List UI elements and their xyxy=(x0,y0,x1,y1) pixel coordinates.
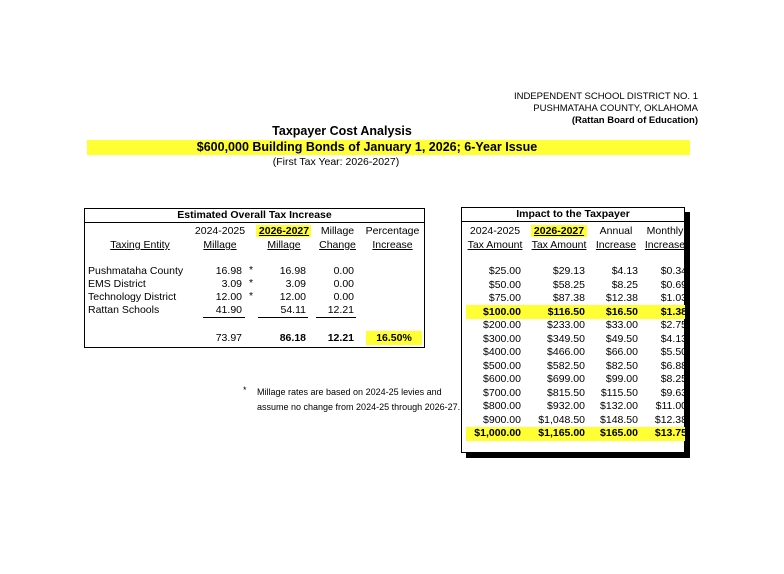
annual-increase: $4.13 xyxy=(611,265,638,277)
tax-2627: $58.25 xyxy=(552,278,585,291)
tax-2425: $600.00 xyxy=(483,373,521,385)
tax-2425: $700.00 xyxy=(483,386,521,399)
tax-2627: $349.50 xyxy=(547,332,585,345)
millage-2627: 3.09 xyxy=(285,278,306,290)
col-change-bottom: Change xyxy=(319,239,356,251)
footnote-mark: * xyxy=(249,264,254,276)
annual-increase: $148.50 xyxy=(600,413,638,426)
county-name: PUSHMATAHA COUNTY, OKLAHOMA xyxy=(533,103,698,114)
monthly-increase: $2.75 xyxy=(660,319,687,331)
total-millage-2425: 73.97 xyxy=(215,332,242,344)
tax-2425: $800.00 xyxy=(483,400,521,412)
annual-increase: $82.50 xyxy=(605,359,638,372)
total-rule-2627 xyxy=(258,317,308,318)
monthly-increase: $12.38 xyxy=(654,413,687,426)
tax-2627: $233.00 xyxy=(547,319,585,331)
tax-2627: $699.00 xyxy=(547,373,585,385)
tax-2425: $100.00 xyxy=(483,305,521,318)
total-millage-change: 12.21 xyxy=(327,332,354,344)
col-pct-bottom: Increase xyxy=(372,239,413,251)
note-line-2: assume no change from 2024-25 through 2026-27. xyxy=(257,402,461,412)
millage-change: 0.00 xyxy=(333,265,354,277)
monthly-increase: $1.03 xyxy=(660,292,687,304)
tax-2627: $1,048.50 xyxy=(538,413,585,426)
monthly-increase: $0.69 xyxy=(660,278,687,291)
annual-increase: $8.25 xyxy=(611,278,638,291)
page-title: Taxpayer Cost Analysis xyxy=(272,124,412,138)
col-entity: Taxing Entity xyxy=(110,239,170,251)
footnote-mark: * xyxy=(249,277,254,289)
annual-increase: $66.00 xyxy=(605,346,638,358)
millage-change: 0.00 xyxy=(333,278,354,290)
tax-2627: $87.38 xyxy=(552,292,585,304)
entity-label: EMS District xyxy=(88,278,146,290)
monthly-increase: $4.13 xyxy=(660,332,687,345)
bond-subtitle: $600,000 Building Bonds of January 1, 2026; 6-Year Issue xyxy=(196,140,538,154)
district-name: INDEPENDENT SCHOOL DISTRICT NO. 1 xyxy=(513,91,698,102)
col-monthly-bottom: Increase xyxy=(644,239,686,251)
millage-2425: 12.00 xyxy=(215,291,242,303)
millage-2627: 12.00 xyxy=(279,291,306,303)
note-star: * xyxy=(243,385,247,395)
millage-change: 0.00 xyxy=(333,291,354,303)
monthly-increase: $5.50 xyxy=(660,346,687,358)
board-name: (Rattan Board of Education) xyxy=(571,115,698,126)
total-rule-2425 xyxy=(203,317,245,318)
total-millage-2627: 86.18 xyxy=(279,332,306,344)
annual-increase: $99.00 xyxy=(605,373,638,385)
tax-2627: $116.50 xyxy=(547,305,585,318)
col-2627-tax-top: 2026-2027 xyxy=(533,225,585,237)
col-2425-top: 2024-2025 xyxy=(194,225,246,237)
monthly-increase: $1.38 xyxy=(660,305,687,318)
monthly-increase: $6.88 xyxy=(660,359,687,372)
millage-2425: 3.09 xyxy=(221,278,242,290)
col-2627-top: 2026-2027 xyxy=(258,225,310,237)
col-annual-top: Annual xyxy=(599,225,633,237)
millage-change: 12.21 xyxy=(327,304,354,316)
monthly-increase: $13.75 xyxy=(654,427,687,439)
tax-2425: $1,000.00 xyxy=(474,427,521,439)
entity-label: Technology District xyxy=(88,291,177,303)
first-tax-year: (First Tax Year: 2026-2027) xyxy=(272,156,400,168)
col-2627-tax-bottom: Tax Amount xyxy=(531,239,587,251)
tax-2627: $29.13 xyxy=(552,265,585,277)
col-annual-bottom: Increase xyxy=(595,239,637,251)
tax-2425: $500.00 xyxy=(483,359,521,372)
col-pct-top: Percentage xyxy=(365,225,420,237)
left-table-heading: Estimated Overall Tax Increase xyxy=(85,209,424,223)
tax-2627: $815.50 xyxy=(547,386,585,399)
monthly-increase: $9.63 xyxy=(660,386,687,399)
tax-2627: $1,165.00 xyxy=(538,427,585,439)
entity-label: Pushmataha County xyxy=(88,265,184,277)
annual-increase: $132.00 xyxy=(600,400,638,412)
district-header xyxy=(514,91,698,127)
note-line-1: Millage rates are based on 2024-25 levies and xyxy=(257,387,442,397)
col-monthly-top: Monthly xyxy=(646,225,684,237)
monthly-increase: $8.25 xyxy=(660,373,687,385)
monthly-increase: $11.00 xyxy=(655,400,687,412)
col-2627-bottom: Millage xyxy=(267,239,301,251)
footnote-mark: * xyxy=(249,290,254,302)
total-rule-change xyxy=(316,317,356,318)
millage-2627: 16.98 xyxy=(279,265,306,277)
tax-2425: $50.00 xyxy=(488,278,521,291)
percentage-increase: 16.50% xyxy=(376,332,412,344)
tax-2627: $582.50 xyxy=(547,359,585,372)
tax-2425: $300.00 xyxy=(483,332,521,345)
tax-2425: $400.00 xyxy=(483,346,521,358)
annual-increase: $49.50 xyxy=(605,332,638,345)
annual-increase: $115.50 xyxy=(600,386,638,399)
tax-2627: $466.00 xyxy=(547,346,585,358)
tax-2425: $200.00 xyxy=(483,319,521,331)
col-2425-tax-bottom: Tax Amount xyxy=(467,239,523,251)
entity-label: Rattan Schools xyxy=(88,304,160,316)
col-2425-bottom: Millage xyxy=(203,239,237,251)
tax-2425: $25.00 xyxy=(488,265,521,277)
right-table-heading: Impact to the Taxpayer xyxy=(462,208,684,222)
annual-increase: $16.50 xyxy=(605,305,638,318)
tax-2425: $75.00 xyxy=(488,292,521,304)
millage-2425: 41.90 xyxy=(215,304,242,316)
millage-2627: 54.11 xyxy=(280,304,306,316)
col-2425-tax-top: 2024-2025 xyxy=(469,225,521,237)
tax-2627: $932.00 xyxy=(547,400,585,412)
annual-increase: $165.00 xyxy=(600,427,638,439)
monthly-increase: $0.34 xyxy=(660,265,687,277)
col-change-top: Millage xyxy=(320,225,355,237)
annual-increase: $12.38 xyxy=(605,292,638,304)
tax-2425: $900.00 xyxy=(483,413,521,426)
annual-increase: $33.00 xyxy=(605,319,638,331)
millage-2425: 16.98 xyxy=(215,265,242,277)
